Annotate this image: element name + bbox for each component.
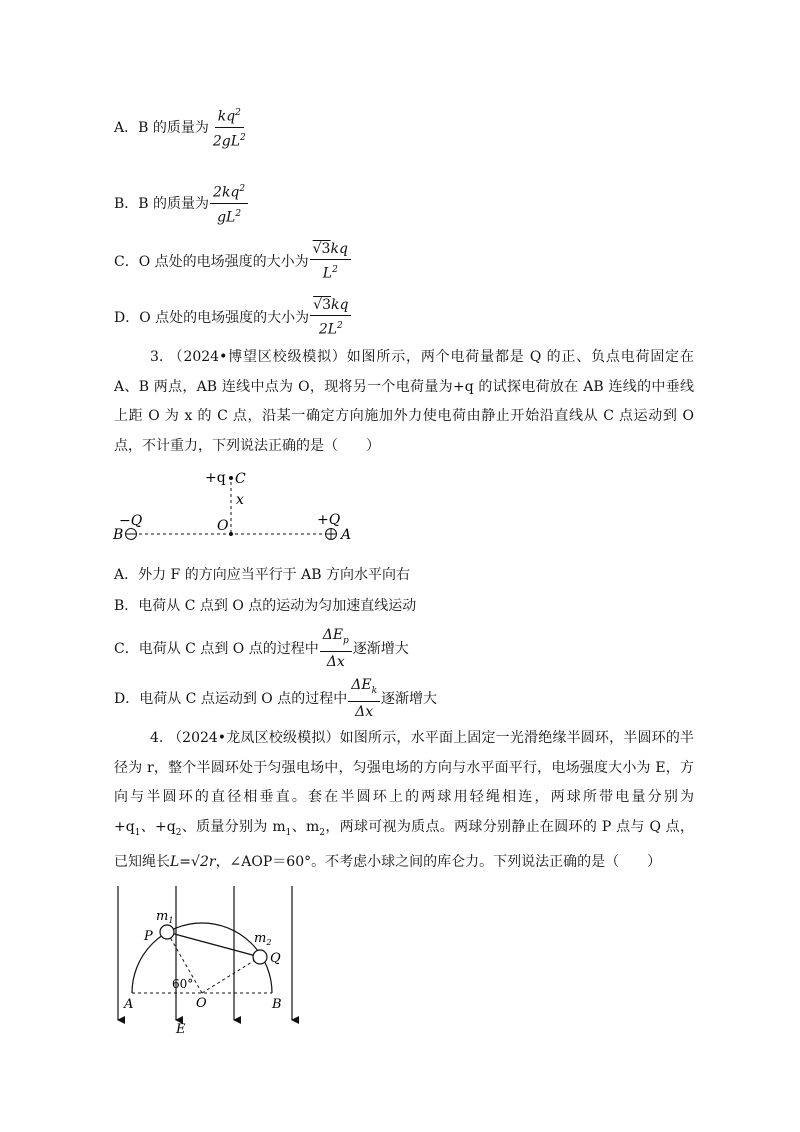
q2-a-den-sup: 2 bbox=[240, 132, 246, 143]
q3-option-c bbox=[114, 626, 409, 671]
q2-option-a-prefix: A．B 的质量为 bbox=[114, 120, 209, 137]
q3-point-c bbox=[229, 476, 233, 480]
q2-c-root: √3 bbox=[312, 241, 331, 257]
q2-d-den-sup: 2 bbox=[337, 321, 343, 331]
q3-point-o bbox=[229, 532, 233, 536]
q2-option-d-prefix: D．O 点处的电场强度的大小为 bbox=[114, 310, 310, 327]
q3-c-den: Δx bbox=[326, 653, 345, 670]
q2-d-den: 2L bbox=[318, 321, 338, 338]
q2-b-den-sup: 2 bbox=[235, 208, 242, 219]
q3-negative-charge-icon bbox=[126, 529, 137, 540]
q4-ball-m2-icon bbox=[253, 950, 267, 964]
q2-b-num-sup: 2 bbox=[239, 184, 246, 194]
q3-d-den: Δx bbox=[355, 703, 374, 720]
q4-label-m2: $m_2$ bbox=[254, 931, 272, 947]
q4-ball-m1-icon bbox=[160, 925, 174, 939]
q4-rope-expr: L=√2r bbox=[170, 853, 216, 870]
q3-positive-charge-icon bbox=[326, 529, 337, 540]
q2-option-d-fraction bbox=[310, 296, 351, 339]
q3-option-d bbox=[114, 676, 437, 721]
q3-figure bbox=[105, 462, 365, 552]
q2-option-c-fraction bbox=[310, 240, 351, 283]
q2-option-c bbox=[114, 240, 352, 283]
q2-d-root: √3 bbox=[313, 297, 331, 313]
q2-option-a-fraction bbox=[210, 104, 249, 150]
q4-label-60: 60° bbox=[172, 977, 194, 991]
q3-option-d-fraction bbox=[348, 676, 380, 721]
q2-option-c-prefix: C．O 点处的电场强度的大小为 bbox=[114, 254, 309, 271]
q2-a-den: 2gL bbox=[212, 133, 241, 150]
q4-sub-1: 1 bbox=[134, 827, 141, 838]
q3-d-num: ΔE bbox=[351, 677, 372, 693]
q2-option-d bbox=[114, 296, 352, 339]
q3-label-plus-big-q: +Q bbox=[317, 512, 341, 528]
q3-option-d-suffix: 逐渐增大 bbox=[381, 691, 438, 708]
q3-text: （2024•博望区校级模拟）如图所示，两个电荷量都是 Q 的正、负点电荷固定在 A、B 两点，AB 连线中点为 O，现将另一个电荷量为+q 的试探电荷放在 AB 连线的中垂线上距 O 为 x 的 C 点，沿某一确定方向施加外力使电荷由静止开始沿直线从 C 点运动到 O 点，不计重力，下列说法正确的是（ ） bbox=[114, 349, 695, 454]
q3-option-c-fraction bbox=[320, 626, 352, 671]
q4-text-5: ，两球可视为质点。两球分别静止在圆环的 P 点与 Q 点，已知绳长 bbox=[114, 818, 694, 870]
q4-text-3: 、质量分别为 m bbox=[181, 818, 286, 835]
q4-label-o: O bbox=[196, 996, 207, 1011]
q4-text-2: 、+q bbox=[140, 818, 176, 835]
q3-option-a: A．外力 F 的方向应当平行于 AB 方向水平向右 bbox=[114, 567, 411, 583]
q3-label-c: C bbox=[235, 471, 246, 487]
q4-sub-3: 1 bbox=[285, 827, 292, 838]
q4-sub-4: 2 bbox=[319, 827, 326, 838]
q3-label-o: O bbox=[217, 518, 229, 534]
q2-option-a bbox=[114, 104, 250, 150]
q2-c-den-sup: 2 bbox=[332, 265, 338, 275]
q3-stem bbox=[114, 343, 694, 461]
q4-label-q: Q bbox=[270, 951, 281, 966]
q4-label-b: B bbox=[272, 997, 282, 1012]
q4-number: 4. bbox=[150, 730, 164, 746]
q3-label-x: x bbox=[236, 492, 244, 508]
q2-b-den: gL bbox=[217, 209, 236, 226]
q2-option-b bbox=[114, 180, 249, 226]
q4-sub-2: 2 bbox=[175, 827, 182, 838]
q3-option-d-prefix: D．电荷从 C 点运动到 O 点的过程中 bbox=[114, 691, 348, 708]
q3-label-plus-q: +q bbox=[205, 470, 226, 486]
q2-a-num-sup: 2 bbox=[235, 108, 241, 118]
q3-label-minus-q: −Q bbox=[119, 513, 143, 529]
q2-a-num: kq bbox=[217, 108, 236, 125]
q3-number: 3. bbox=[150, 349, 164, 365]
q4-rope bbox=[167, 932, 260, 957]
q2-c-den: L bbox=[322, 265, 333, 282]
q4-text-6: ，∠AOP＝60°。不考虑小球之间的库仑力。下列说法正确的是（ ） bbox=[215, 853, 662, 870]
q4-text-4: 、m bbox=[291, 818, 320, 835]
q4-text-1: （2024•龙凤区校级模拟）如图所示，水平面上固定一光滑绝缘半圆环，半圆环的半径为 r，整个半圆环处于匀强电场中，匀强电场的方向与水平面平行，电场强度大小为 E，方向与半圆环的直径相垂直。套在半圆环上的两球用轻绳相连，两球所带电量分别为 +q bbox=[114, 730, 695, 835]
q4-stem bbox=[114, 724, 694, 877]
q4-label-p: P bbox=[144, 929, 153, 944]
q3-c-num-sub: p bbox=[343, 635, 349, 646]
q2-d-num: kq bbox=[330, 297, 349, 313]
q3-option-c-prefix: C．电荷从 C 点到 O 点的过程中 bbox=[114, 641, 319, 658]
q2-c-num: kq bbox=[330, 241, 348, 257]
q4-figure bbox=[100, 880, 320, 1040]
q3-label-b: B bbox=[113, 527, 124, 543]
q4-radius-oq bbox=[202, 957, 260, 993]
q3-label-a: A bbox=[341, 527, 352, 543]
q3-d-num-sub: k bbox=[371, 685, 378, 696]
q3-c-num: ΔE bbox=[322, 627, 344, 643]
q4-label-e: E bbox=[176, 1022, 186, 1037]
q3-option-b: B．电荷从 C 点到 O 点的运动为匀加速直线运动 bbox=[114, 598, 417, 614]
q4-label-m1: $m_1$ bbox=[156, 909, 174, 925]
q2-option-b-fraction bbox=[210, 180, 248, 226]
q2-option-b-prefix: B．B 的质量为 bbox=[114, 196, 210, 213]
q4-label-a: A bbox=[124, 997, 134, 1012]
q3-option-c-suffix: 逐渐增大 bbox=[352, 641, 409, 658]
q4-semicircle-ring bbox=[132, 923, 272, 993]
q2-b-num: 2kq bbox=[213, 184, 240, 201]
